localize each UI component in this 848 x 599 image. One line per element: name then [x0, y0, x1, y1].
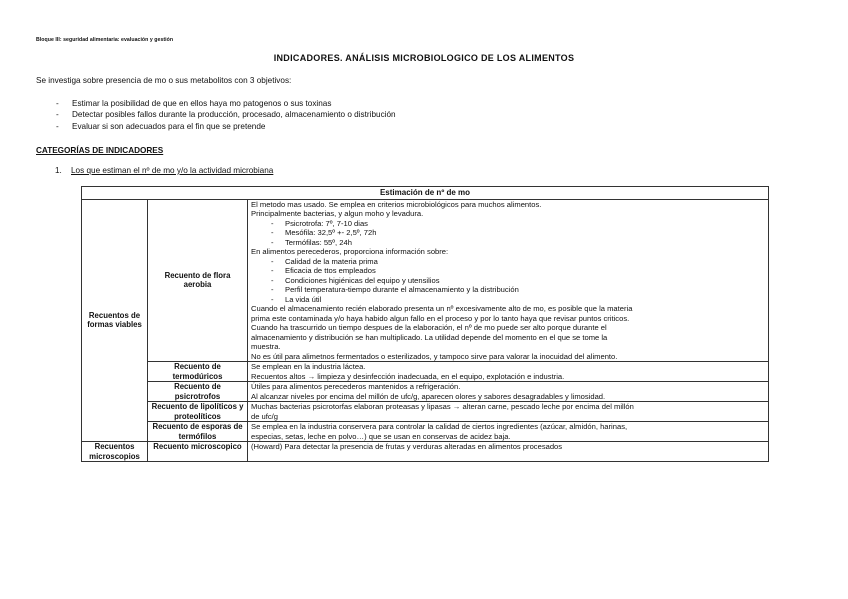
row-description [248, 442, 769, 462]
list-item: - Mesófila: 32,5º +- 2,5º, 72h [251, 228, 765, 238]
list-item: - Calidad de la materia prima [251, 257, 765, 267]
numbered-item [55, 166, 273, 175]
text-line: Se emplean en la industria láctea. [251, 362, 366, 371]
group-label-viable: Recuentos de formas viables [82, 199, 148, 442]
objectives-list [56, 98, 396, 132]
text-line: Cuando el almacenamiento recién elaborado presenta un nº excesivamente alto de mo, es posible que la materia [251, 304, 633, 313]
text-line: Se emplea en la industria conservera para controlar la calidad de ciertos ingredientes (azúcar, almidón, harinas, [251, 422, 628, 431]
text-line: prima este contaminada y/o haya habido algun fallo en el proceso y por lo tanto haya que revisar puntos criticos. [251, 313, 630, 323]
intro-text: Se investiga sobre presencia de mo o sus metabolitos con 3 objetivos: [36, 76, 292, 85]
text-line: El metodo mas usado. Se emplea en criterios microbiológicos para muchos alimentos. [251, 199, 542, 209]
row-description [248, 199, 769, 362]
list-item: - Evaluar si son adecuados para el fin que se pretende [56, 121, 396, 132]
row-label: Recuento microscopico [148, 442, 248, 462]
row-label: Recuento de termodúricos [148, 362, 248, 382]
text-line: (Howard) Para detectar la presencia de frutas y verduras alteradas en alimentos procesados [251, 442, 563, 451]
table-row [82, 362, 769, 382]
table-row [82, 422, 769, 442]
row-description [248, 402, 769, 422]
group-label-microscopic: Recuentos microscopios [82, 442, 148, 462]
text-line: almacenamiento y distribución se han multiplicado. La utilidad depende del momento en el que se tome la [251, 332, 608, 342]
row-label: Recuento de flora aerobia [148, 199, 248, 362]
table-row [82, 442, 769, 462]
list-item: - La vida útil [251, 295, 765, 305]
text-line: Útiles para alimentos perecederos mantenidos a refrigeración. [251, 382, 461, 391]
text-line: especias, setas, leche en polvo…) que se usan en conservas de acidez baja. [251, 431, 511, 441]
text-line: Recuentos altos → limpieza y desinfección inadecuada, en el equipo, explotación e industria. [251, 371, 565, 381]
row-description [248, 422, 769, 442]
row-description [248, 382, 769, 402]
text-line: Al alcanzar niveles por encima del millón de ufc/g, aparecen olores y sabores desagradables y limosidad. [251, 391, 606, 401]
list-item: - Eficacia de ttos empleados [251, 266, 765, 276]
row-label: Recuento de lipolíticos y proteolíticos [148, 402, 248, 422]
item-text: Los que estiman el nº de mo y/o la actividad microbiana [71, 166, 274, 175]
list-item: - Condiciones higiénicas del equipo y utensilios [251, 276, 765, 286]
page-title: INDICADORES. ANÁLISIS MICROBIOLOGICO DE LOS ALIMENTOS [273, 53, 575, 63]
text-line: En alimentos perecederos, proporciona información sobre: [251, 247, 449, 256]
list-item: - Detectar posibles fallos durante la producción, procesado, almacenamiento o distribución [56, 109, 396, 120]
text-line: de ufc/g [251, 411, 279, 421]
list-item: - Perfil temperatura-tiempo durante el almacenamiento y la distribución [251, 285, 765, 295]
table-header: Estimación de nº de mo [82, 187, 769, 200]
text-line: Muchas bacterias psicrotorfas elaboran proteasas y lipasas → alteran carne, pescado leche por encima del millón [251, 402, 634, 411]
block-header: Bloque III: seguridad alimentaria: evaluación y gestión [36, 37, 174, 43]
text-line: muestra. [251, 342, 281, 351]
list-item: - Psicrotrofa: 7º, 7-10 dias [251, 219, 765, 229]
text-line: Principalmente bacterias, y algun moho y levadura. [251, 209, 424, 218]
categories-heading: CATEGORÍAS DE INDICADORES [36, 146, 164, 155]
row-description [248, 362, 769, 382]
list-item: - Estimar la posibilidad de que en ellos haya mo patogenos o sus toxinas [56, 98, 396, 109]
row-label: Recuento de psicrotrofos [148, 382, 248, 402]
text-line: Cuando ha trascurrido un tiempo despues de la elaboración, el nº de mo puede ser alto porque durante el [251, 323, 607, 332]
table-row [82, 402, 769, 422]
list-item: - Termófilas: 55º, 24h [251, 238, 765, 248]
table-row [82, 382, 769, 402]
indicators-table [81, 186, 769, 462]
item-number: 1. [55, 166, 62, 175]
text-line: No es útil para alimetnos fermentados o esterilizados, y tampoco sirve para valorar la inocuidad del alimento. [251, 351, 618, 361]
row-label: Recuento de esporas de termófilos [148, 422, 248, 442]
table-row [82, 199, 769, 362]
